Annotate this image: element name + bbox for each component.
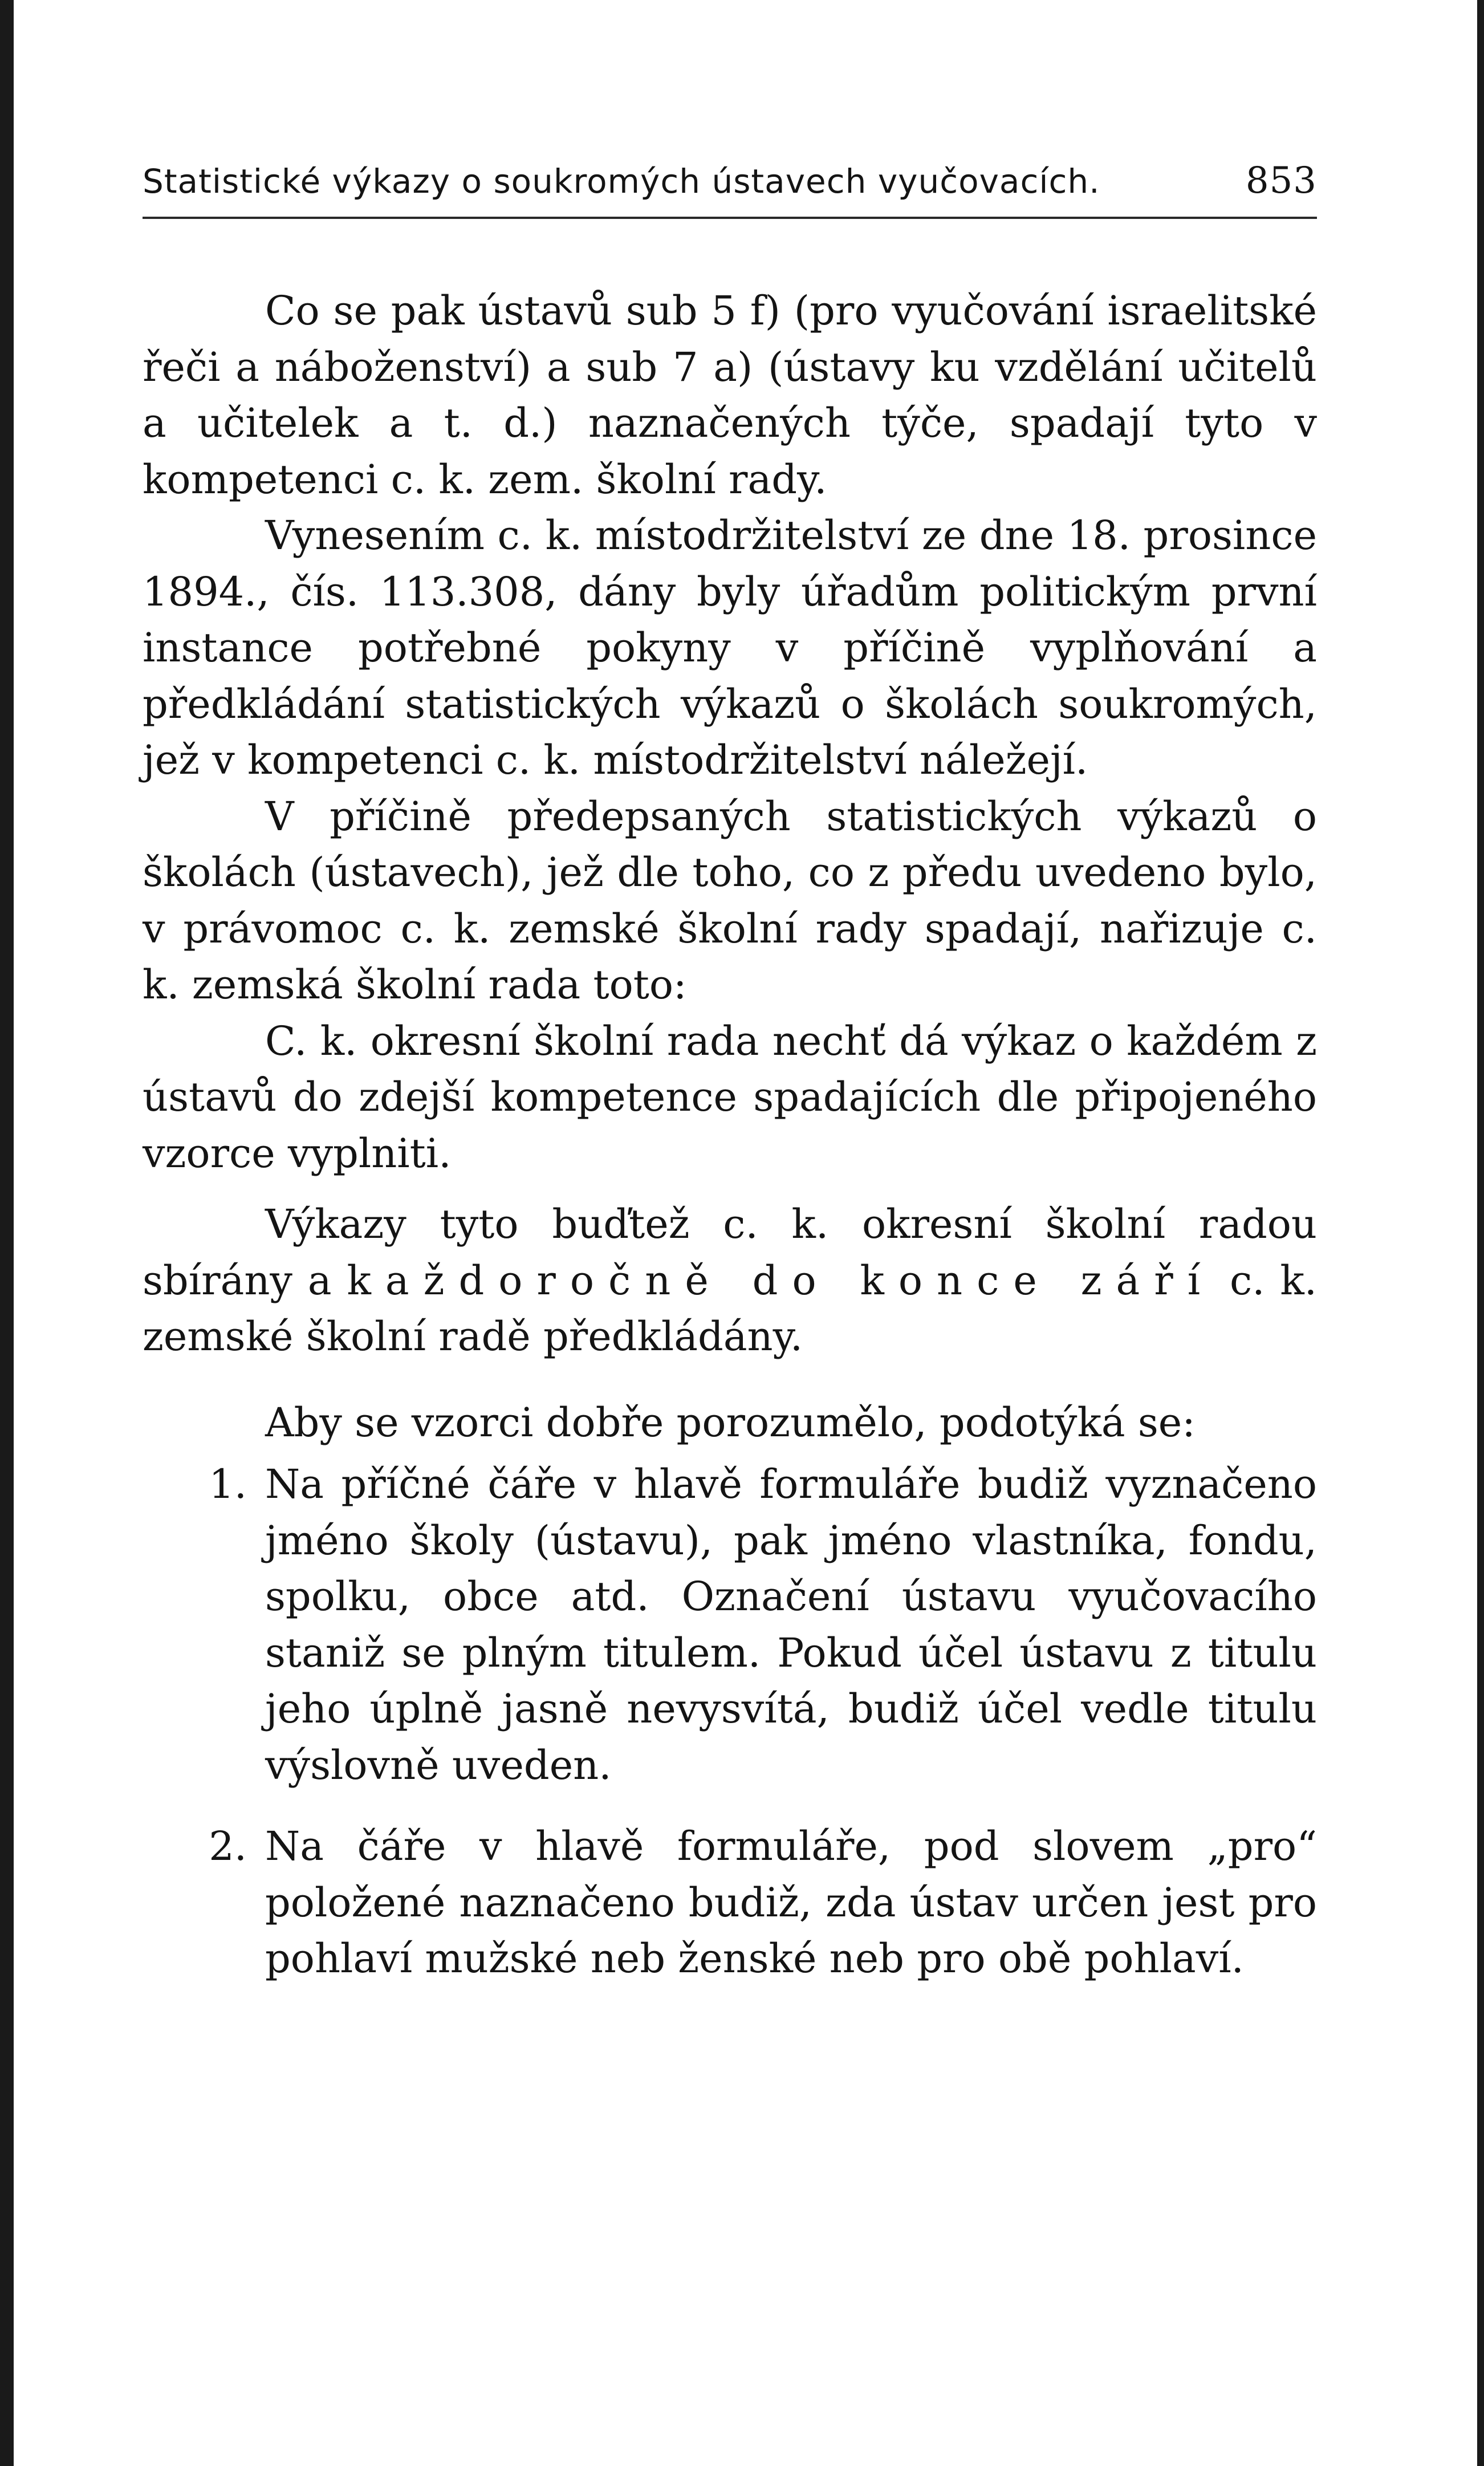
page-number: 853 [1245, 160, 1317, 202]
body-text [143, 283, 1317, 1987]
list-item [143, 1818, 1317, 1987]
paragraph-2: Vynesením c. k. místodržitelství ze dne 18. prosince 1894., čís. 113.308, dány byly úřadům politickým první instance potřebné pokyny v příčině vyplňování a předkládání statistických výkazů o školách soukromých, jež v kompetenci c. k. místodržitelství náležejí. [143, 512, 1317, 783]
book-page [143, 160, 1317, 1987]
paragraph-1: Co se pak ústavů sub 5 f) (pro vyučování israelitské řeči a náboženství) a sub 7 a) (ústavy ku vzdělání učitelů a učitelek a t. d.) naznačených týče, spadají tyto v kompetenci c. k. zem. školní rady. [143, 287, 1317, 503]
paragraph-5-start: Výkazy tyto buďtež c. k. okresní školní radou sbírány a [143, 1201, 1317, 1304]
scan-right-edge [1477, 0, 1484, 2466]
paragraph-5-end: c. k. zemské školní radě předkládány. [143, 1257, 1317, 1360]
list-lead-in: Aby se vzorci dobře porozumělo, podotýká se: [265, 1399, 1196, 1446]
scan-left-edge [0, 0, 14, 2466]
running-title: Statistické výkazy o soukromých ústavech vyučovacích. [143, 162, 1100, 201]
list-item-text: Na příčné čáře v hlavě formuláře budiž vyznačeno jméno školy (ústavu), pak jméno vlastníka, fondu, spolku, obce atd. Označení ústavu vyučovacího staniž se plným titulem. Pokud účel ústavu z titulu jeho úplně jasně nevysvítá, budiž účel vedle titulu výslovně uveden. [265, 1461, 1317, 1789]
paragraph-4: C. k. okresní školní rada nechť dá výkaz o každém z ústavů do zdejší kompetence spadajících dle připojeného vzorce vyplniti. [143, 1017, 1317, 1177]
paragraph-3: V příčině předepsaných statistických výkazů o školách (ústavech), jež dle toho, co z předu uvedeno bylo, v právomoc c. k. zemské školní rady spadají, nařizuje c. k. zemská školní rada toto: [143, 793, 1317, 1008]
header-rule [143, 217, 1317, 219]
emphasized-deadline: každoročně do konce září [347, 1257, 1215, 1304]
list-item-number: 1. [209, 1461, 247, 1508]
running-header [143, 160, 1317, 217]
list-item-text: Na čáře v hlavě formuláře, pod slovem „pro“ položené naznačeno budiž, zda ústav určen jest pro pohlaví mužské neb ženské neb pro obě pohlaví. [265, 1823, 1317, 1982]
list-item [143, 1456, 1317, 1793]
list-item-number: 2. [209, 1823, 247, 1870]
paragraph-5 [143, 1196, 1317, 1365]
